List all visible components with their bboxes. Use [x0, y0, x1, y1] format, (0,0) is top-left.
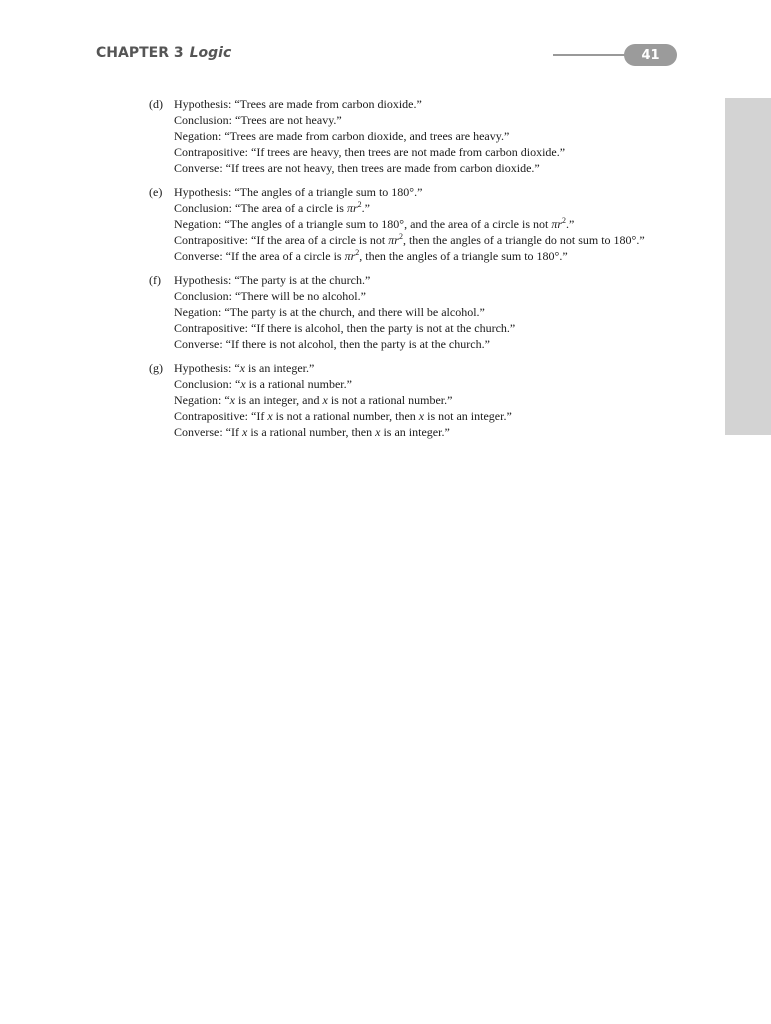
math-variable: x: [267, 409, 273, 423]
math-variable: πr: [346, 201, 358, 215]
conclusion-line: [174, 112, 719, 128]
text-run: is not a rational number.”: [327, 393, 453, 407]
conclusion-line: [174, 288, 719, 304]
hypothesis-line: [174, 360, 719, 376]
negation-line: [174, 392, 719, 408]
math-variable: πr: [344, 249, 356, 263]
converse-line: [174, 424, 719, 440]
text-run: Conclusion: “There will be no alcohol.”: [174, 289, 366, 303]
hypothesis-line: [174, 184, 719, 200]
negation-line: [174, 216, 719, 232]
negation-line: [174, 128, 719, 144]
text-run: , then the angles of a triangle sum to 180°.”: [359, 249, 568, 263]
hypothesis-line: [174, 96, 719, 112]
problem-label: (d): [149, 97, 163, 111]
math-variable: x: [375, 425, 381, 439]
text-run: Negation: “The angles of a triangle sum to 180°, and the area of a circle is not: [174, 217, 552, 231]
problem-label: (e): [149, 185, 163, 199]
problem-label: (g): [149, 361, 163, 375]
conclusion-line: [174, 200, 719, 216]
text-run: Hypothesis: “The angles of a triangle sum to 180°.”: [174, 185, 423, 199]
math-variable: x: [229, 393, 235, 407]
text-run: Converse: “If trees are not heavy, then trees are made from carbon dioxide.”: [174, 161, 540, 175]
header-rule: [553, 54, 633, 56]
contrapositive-line: [174, 408, 719, 424]
math-variable: x: [418, 409, 425, 423]
text-run: Negation: “Trees are made from carbon dioxide, and trees are heavy.”: [174, 129, 510, 143]
problem-e: [149, 184, 719, 264]
contrapositive-line: [174, 232, 719, 248]
math-variable: x: [322, 393, 328, 407]
side-thumb-tab: [725, 98, 771, 435]
math-variable: x: [241, 425, 248, 439]
text-run: Contrapositive: “If: [174, 409, 268, 423]
contrapositive-line: [174, 320, 719, 336]
contrapositive-line: [174, 144, 719, 160]
text-run: Negation: “The party is at the church, and there will be alcohol.”: [174, 305, 485, 319]
text-run: Hypothesis: “Trees are made from carbon dioxide.”: [174, 97, 422, 111]
math-variable: x: [240, 377, 246, 391]
exponent: 2: [355, 248, 360, 257]
page-number: 41: [641, 47, 660, 63]
problem-label: (f): [149, 273, 161, 287]
problem-f: [149, 272, 719, 352]
text-run: Converse: “If there is not alcohol, then the party is at the church.”: [174, 337, 490, 351]
text-run: is not a rational number, then: [272, 409, 419, 423]
text-run: Conclusion: “Trees are not heavy.”: [174, 113, 342, 127]
text-run: Contrapositive: “If there is alcohol, then the party is not at the church.”: [174, 321, 516, 335]
problem-g: [149, 360, 719, 440]
text-run: Contrapositive: “If trees are heavy, then trees are not made from carbon dioxide.”: [174, 145, 566, 159]
problem-list: [149, 96, 719, 448]
exponent: 2: [398, 232, 403, 241]
conclusion-line: [174, 376, 719, 392]
math-variable: πr: [551, 217, 563, 231]
text-run: Contrapositive: “If the area of a circle is not: [174, 233, 389, 247]
negation-line: [174, 304, 719, 320]
text-run: .”: [361, 201, 370, 215]
problem-d: [149, 96, 719, 176]
math-variable: πr: [388, 233, 399, 247]
text-run: is a rational number.”: [245, 377, 352, 391]
converse-line: [174, 160, 719, 176]
chapter-label: CHAPTER 3: [96, 45, 184, 61]
text-run: is an integer.”: [380, 425, 450, 439]
chapter-title: Logic: [189, 45, 232, 61]
text-run: Negation: “: [174, 393, 230, 407]
text-run: is a rational number, then: [247, 425, 376, 439]
text-run: , then the angles of a triangle do not sum to 180°.”: [402, 233, 645, 247]
math-variable: x: [239, 361, 245, 375]
page-number-badge: [624, 44, 677, 66]
text-run: Hypothesis: “: [174, 361, 240, 375]
text-run: Converse: “If: [174, 425, 242, 439]
converse-line: [174, 336, 719, 352]
hypothesis-line: [174, 272, 719, 288]
text-run: Conclusion: “: [174, 377, 241, 391]
text-run: Hypothesis: “The party is at the church.”: [174, 273, 371, 287]
converse-line: [174, 248, 719, 264]
text-run: is an integer.”: [245, 361, 315, 375]
text-run: is not an integer.”: [424, 409, 512, 423]
text-run: Converse: “If the area of a circle is: [174, 249, 345, 263]
chapter-heading: [96, 45, 231, 61]
text-run: Conclusion: “The area of a circle is: [174, 201, 347, 215]
text-run: is an integer, and: [234, 393, 323, 407]
exponent: 2: [357, 200, 362, 209]
exponent: 2: [562, 216, 567, 225]
text-run: .”: [566, 217, 575, 231]
